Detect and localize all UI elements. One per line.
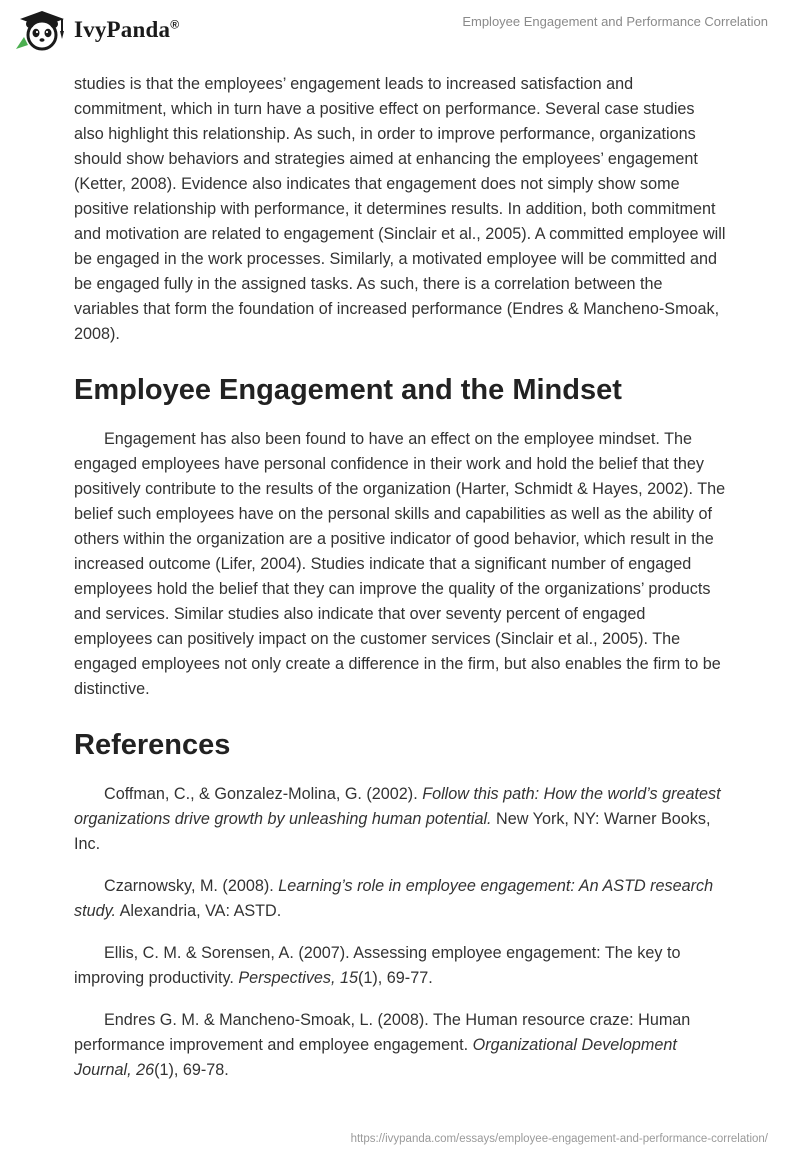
mindset-paragraph: Engagement has also been found to have an effect on the employee mindset. The engaged employees have personal confidence in their work and hold the belief that they positively contribute to the results of the organization (Harter, Schmidt & Hayes, 2002). The belief such employees have on the personal skills and capabilities as well as the ability of others within the organization are a positive indicator of good behavior, which result in the increased outcome (Lifer, 2004). Studies indicate that a significant number of engaged employees hold the belief that they can improve the quality of the organizations’ products and services. Similar studies also indicate that over seventy percent of engaged employees can positively impact on the customer services (Sinclair et al., 2005). The engaged employees not only create a difference in the firm, but also enables the firm to be distinctive.	[74, 430, 726, 698]
ivypanda-logo[interactable]	[16, 9, 179, 51]
references-heading: References	[74, 729, 231, 761]
source-url[interactable]: https://ivypanda.com/essays/employee-engagement-and-performance-correlation/	[350, 1133, 768, 1145]
document-body	[74, 70, 726, 1083]
panda-icon	[16, 9, 68, 51]
logo-wordmark: IvyPanda®	[74, 17, 180, 42]
page-header	[0, 0, 800, 70]
intro-paragraph: studies is that the employees’ engagement leads to increased satisfaction and commitment, which in turn have a positive effect on performance. Several case studies also highlight this relationship. As such, in order to improve performance, organizations should show behaviors and strategies aimed at enhancing the employees’ engagement (Ketter, 2008). Evidence also indicates that engagement does not simply show some positive relationship with performance, it determines results. In addition, both commitment and motivation are related to engagement (Sinclair et al., 2005). A committed employee will be engaged in the work processes. Similarly, a motivated employee will be committed and be engaged fully in the assigned tasks. As such, there is a correlation between the variables that form the foundation of increased performance (Endres & Mancheno-Smoak, 2008).	[74, 75, 726, 343]
reference-item: Ellis, C. M. & Sorensen, A. (2007). Assessing employee engagement: The key to improving productivity. Perspectives, 15(1), 69-77.	[74, 944, 681, 987]
reference-item: Coffman, C., & Gonzalez-Molina, G. (2002). Follow this path: How the world’s greatest organizations drive growth by unleashing human potential. New York, NY: Warner Books, Inc.	[74, 785, 721, 853]
document-title: Employee Engagement and Performance Correlation	[462, 14, 768, 29]
section-heading-mindset: Employee Engagement and the Mindset	[74, 374, 622, 406]
reference-item: Czarnowsky, M. (2008). Learning’s role in employee engagement: An ASTD research study. Alexandria, VA: ASTD.	[74, 877, 714, 920]
reference-item: Endres G. M. & Mancheno-Smoak, L. (2008). The Human resource craze: Human performance improvement and employee engagement. Organizational Development Journal, 26(1), 69-78.	[74, 1011, 691, 1079]
